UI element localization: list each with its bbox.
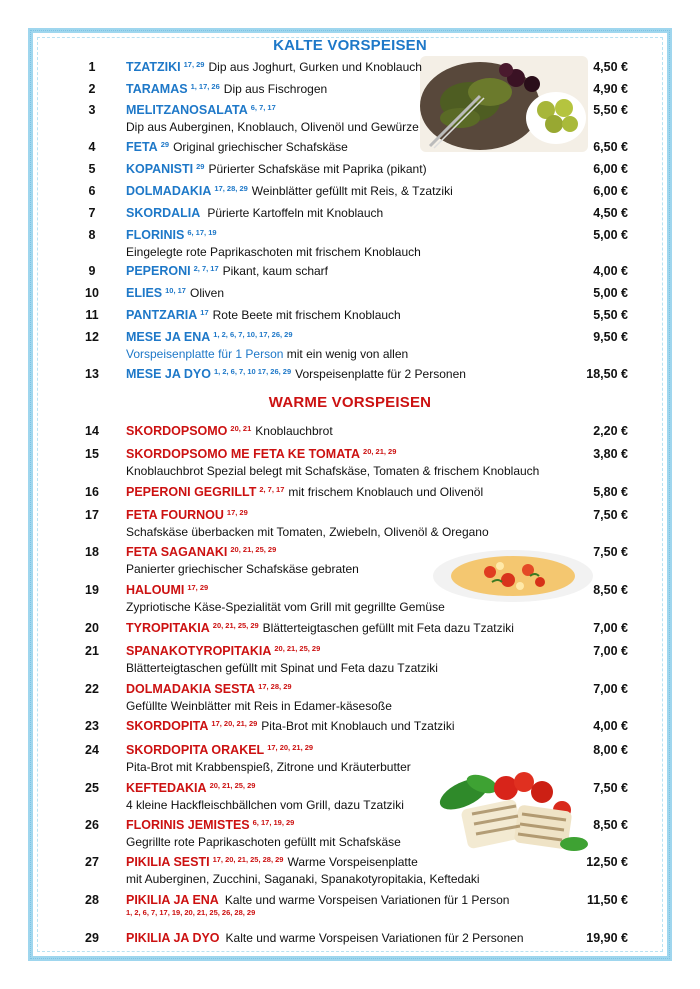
item-name: FETA bbox=[126, 140, 158, 154]
item-price: 4,00 € bbox=[593, 719, 628, 733]
item-number: 11 bbox=[85, 308, 99, 322]
item-name: HALOUMI bbox=[126, 583, 185, 597]
item-price: 7,00 € bbox=[593, 644, 628, 658]
allergen-codes: 20, 21, 25, 29 bbox=[230, 545, 277, 554]
allergen-codes: 10, 17 bbox=[165, 286, 186, 295]
item-price: 9,50 € bbox=[593, 330, 628, 344]
item-price: 8,50 € bbox=[593, 583, 628, 597]
item-description: Weinblätter gefüllt mit Reis, & Tzatziki bbox=[251, 184, 453, 198]
allergen-codes: 20, 21, 29 bbox=[363, 447, 397, 456]
allergen-codes: 29 bbox=[160, 140, 170, 149]
item-description: Gefüllte Weinblätter mit Reis in Edamer-käsesoße bbox=[126, 699, 392, 713]
item-name: FLORINIS JEMISTES bbox=[126, 818, 250, 832]
item-description: Original griechischer Schafskäse bbox=[173, 140, 348, 154]
item-name: SKORDOPITA ORAKEL bbox=[126, 743, 265, 757]
allergen-codes: 17, 29 bbox=[187, 583, 209, 592]
item-description: Oliven bbox=[189, 286, 224, 300]
item-name: DOLMADAKIA SESTA bbox=[126, 682, 256, 696]
item-number: 16 bbox=[85, 485, 99, 499]
item-number: 15 bbox=[85, 447, 99, 461]
item-description: Blätterteigtaschen gefüllt mit Spinat und Feta dazu Tzatziki bbox=[126, 661, 438, 675]
item-price: 5,50 € bbox=[593, 103, 628, 117]
allergen-codes: 17 bbox=[200, 308, 209, 317]
item-number: 5 bbox=[88, 162, 96, 176]
item-description: Dip aus Auberginen, Knoblauch, Olivenöl und Gewürze bbox=[126, 120, 419, 134]
item-price: 7,00 € bbox=[593, 621, 628, 635]
item-description-highlight: Vorspeisenplatte für 1 Person bbox=[126, 347, 284, 361]
item-name: PEPERONI bbox=[126, 264, 191, 278]
item-description: Pürierte Kartoffeln mit Knoblauch bbox=[207, 206, 384, 220]
item-description: mit ein wenig von allen bbox=[283, 347, 409, 361]
item-number: 8 bbox=[88, 228, 96, 242]
item-name: FETA SAGANAKI bbox=[126, 545, 228, 559]
item-description: Vorspeisenplatte für 2 Personen bbox=[295, 367, 466, 381]
haloumi-photo bbox=[424, 764, 592, 856]
item-price: 8,00 € bbox=[593, 743, 628, 757]
item-name: TARAMAS bbox=[126, 82, 188, 96]
item-name: FLORINIS bbox=[126, 228, 185, 242]
allergen-codes: 2, 7, 17 bbox=[193, 264, 219, 273]
item-number: 25 bbox=[85, 781, 99, 795]
item-description: Eingelegte rote Paprikaschoten mit frischem Knoblauch bbox=[126, 245, 421, 259]
allergen-codes: 1, 2, 6, 7, 10, 17, 26, 29 bbox=[213, 330, 293, 339]
allergen-codes: 1, 2, 6, 7, 17, 19, 20, 21, 25, 26, 28, 29 bbox=[126, 908, 256, 917]
item-description: Kalte und warme Vorspeisen Variationen für 2 Personen bbox=[225, 931, 524, 945]
item-name: SPANAKOTYROPITAKIA bbox=[126, 644, 272, 658]
item-number: 2 bbox=[88, 82, 96, 96]
item-description: Knoblauchbrot Spezial belegt mit Schafskäse, Tomaten & frischem Knoblauch bbox=[126, 464, 540, 478]
mezze-photo-illustration bbox=[420, 56, 588, 152]
item-description: mit frischem Knoblauch und Olivenöl bbox=[288, 485, 484, 499]
item-name: MELITZANOSALATA bbox=[126, 103, 248, 117]
item-description: Rote Beete mit frischem Knoblauch bbox=[212, 308, 401, 322]
item-description: Knoblauchbrot bbox=[255, 424, 333, 438]
item-price: 5,00 € bbox=[593, 228, 628, 242]
item-description: Zypriotische Käse-Spezialität vom Grill mit gegrillte Gemüse bbox=[126, 600, 445, 614]
allergen-codes: 6, 7, 17 bbox=[250, 103, 276, 112]
item-number: 18 bbox=[85, 545, 99, 559]
haloumi-photo-illustration bbox=[424, 764, 592, 856]
allergen-codes: 29 bbox=[196, 162, 205, 171]
item-price: 7,50 € bbox=[593, 781, 628, 795]
allergen-codes: 17, 28, 29 bbox=[214, 184, 248, 193]
item-price: 6,00 € bbox=[593, 162, 628, 176]
item-number: 10 bbox=[85, 286, 99, 300]
allergen-codes: 1, 2, 6, 7, 10 17, 26, 29 bbox=[213, 367, 292, 376]
item-description: Blätterteigtaschen gefüllt mit Feta dazu Tzatziki bbox=[262, 621, 514, 635]
cold-section-title: KALTE VORSPEISEN bbox=[273, 37, 427, 54]
item-name: SKORDALIA bbox=[126, 206, 201, 220]
item-number: 24 bbox=[85, 743, 99, 757]
item-name: MESE JA DYO bbox=[126, 367, 211, 381]
item-price: 4,50 € bbox=[593, 60, 628, 74]
item-description: Pita-Brot mit Krabbenspieß, Zitrone und Kräuterbutter bbox=[126, 760, 411, 774]
item-description: Dip aus Joghurt, Gurken und Knoblauch bbox=[208, 60, 422, 74]
item-number: 29 bbox=[85, 931, 99, 945]
allergen-codes: 17, 20, 21, 29 bbox=[267, 743, 314, 752]
allergen-codes: 17, 29 bbox=[183, 60, 205, 69]
allergen-codes: 20, 21, 25, 29 bbox=[212, 621, 259, 630]
item-price: 4,00 € bbox=[593, 264, 628, 278]
item-name: PIKILIA SESTI bbox=[126, 855, 210, 869]
item-price: 5,00 € bbox=[593, 286, 628, 300]
item-name: PIKILIA JA DYO bbox=[126, 931, 220, 945]
item-price: 18,50 € bbox=[586, 367, 628, 381]
item-number: 7 bbox=[88, 206, 96, 220]
item-name: KEFTEDAKIA bbox=[126, 781, 207, 795]
item-name: PIKILIA JA ENA bbox=[126, 893, 219, 907]
item-name: FETA FOURNOU bbox=[126, 508, 224, 522]
item-number: 28 bbox=[85, 893, 99, 907]
item-number: 12 bbox=[85, 330, 99, 344]
item-number: 22 bbox=[85, 682, 99, 696]
item-price: 5,80 € bbox=[593, 485, 628, 499]
item-price: 5,50 € bbox=[593, 308, 628, 322]
item-description: Panierter griechischer Schafskäse gebraten bbox=[126, 562, 359, 576]
item-description: Warme Vorspeisenplatte bbox=[287, 855, 418, 869]
item-description: Pikant, kaum scharf bbox=[222, 264, 329, 278]
allergen-codes: 17, 28, 29 bbox=[258, 682, 292, 691]
item-number: 1 bbox=[88, 60, 96, 74]
item-description: Pürierter Schafskäse mit Paprika (pikant) bbox=[208, 162, 427, 176]
allergen-codes: 20, 21 bbox=[230, 424, 252, 433]
item-number: 4 bbox=[88, 140, 96, 154]
item-number: 6 bbox=[88, 184, 96, 198]
item-price: 7,50 € bbox=[593, 508, 628, 522]
item-number: 14 bbox=[85, 424, 99, 438]
item-name: PANTZARIA bbox=[126, 308, 198, 322]
allergen-codes: 1, 17, 26 bbox=[190, 82, 220, 91]
item-description-extra: mit Auberginen, Zucchini, Saganaki, Spanakotyropitakia, Keftedaki bbox=[126, 872, 480, 886]
item-number: 27 bbox=[85, 855, 99, 869]
item-number: 19 bbox=[85, 583, 99, 597]
item-name: DOLMADAKIA bbox=[126, 184, 212, 198]
item-description: Dip aus Fischrogen bbox=[223, 82, 328, 96]
item-number: 23 bbox=[85, 719, 99, 733]
item-number: 3 bbox=[88, 103, 96, 117]
item-number: 20 bbox=[85, 621, 99, 635]
item-description: Pita-Brot mit Knoblauch und Tzatziki bbox=[261, 719, 455, 733]
item-price: 6,50 € bbox=[593, 140, 628, 154]
item-name: PEPERONI GEGRILLT bbox=[126, 485, 257, 499]
allergen-codes: 2, 7, 17 bbox=[259, 485, 285, 494]
item-price: 7,00 € bbox=[593, 682, 628, 696]
allergen-codes: 17, 20, 21, 25, 28, 29 bbox=[212, 855, 284, 864]
item-name: SKORDOPSOMO ME FETA KE TOMATA bbox=[126, 447, 361, 461]
item-price: 6,00 € bbox=[593, 184, 628, 198]
item-price: 19,90 € bbox=[586, 931, 628, 945]
item-description: Kalte und warme Vorspeisen Variationen für 1 Person bbox=[224, 893, 510, 907]
item-number: 9 bbox=[88, 264, 96, 278]
item-number: 17 bbox=[85, 508, 99, 522]
mezze-photo bbox=[420, 56, 588, 152]
saganaki-photo bbox=[430, 546, 596, 606]
item-price: 11,50 € bbox=[586, 893, 628, 907]
item-price: 2,20 € bbox=[593, 424, 628, 438]
item-number: 13 bbox=[85, 367, 99, 381]
item-name: KOPANISTI bbox=[126, 162, 194, 176]
item-name: ELIES bbox=[126, 286, 163, 300]
allergen-codes: 6, 17, 19, 29 bbox=[252, 818, 295, 827]
allergen-codes: 20, 21, 25, 29 bbox=[274, 644, 321, 653]
item-description: Gegrillte rote Paprikaschoten gefüllt mit Schafskäse bbox=[126, 835, 401, 849]
item-name: SKORDOPITA bbox=[126, 719, 209, 733]
item-name: MESE JA ENA bbox=[126, 330, 211, 344]
item-price: 4,50 € bbox=[593, 206, 628, 220]
item-price: 7,50 € bbox=[593, 545, 628, 559]
saganaki-photo-illustration bbox=[430, 546, 596, 606]
item-description: Schafskäse überbacken mit Tomaten, Zwiebeln, Olivenöl & Oregano bbox=[126, 525, 489, 539]
allergen-codes: 20, 21, 25, 29 bbox=[209, 781, 256, 790]
allergen-codes: 6, 17, 19 bbox=[187, 228, 217, 237]
warm-section-title: WARME VORSPEISEN bbox=[268, 394, 432, 411]
item-price: 12,50 € bbox=[586, 855, 628, 869]
item-name: TYROPITAKIA bbox=[126, 621, 210, 635]
allergen-codes: 17, 29 bbox=[226, 508, 248, 517]
item-price: 4,90 € bbox=[593, 82, 628, 96]
item-name: TZATZIKI bbox=[126, 60, 181, 74]
allergen-codes: 17, 20, 21, 29 bbox=[211, 719, 258, 728]
item-description: 4 kleine Hackfleischbällchen vom Grill, dazu Tzatziki bbox=[126, 798, 404, 812]
item-number: 21 bbox=[85, 644, 99, 658]
item-number: 26 bbox=[85, 818, 99, 832]
item-price: 3,80 € bbox=[593, 447, 628, 461]
item-price: 8,50 € bbox=[593, 818, 628, 832]
item-name: SKORDOPSOMO bbox=[126, 424, 228, 438]
